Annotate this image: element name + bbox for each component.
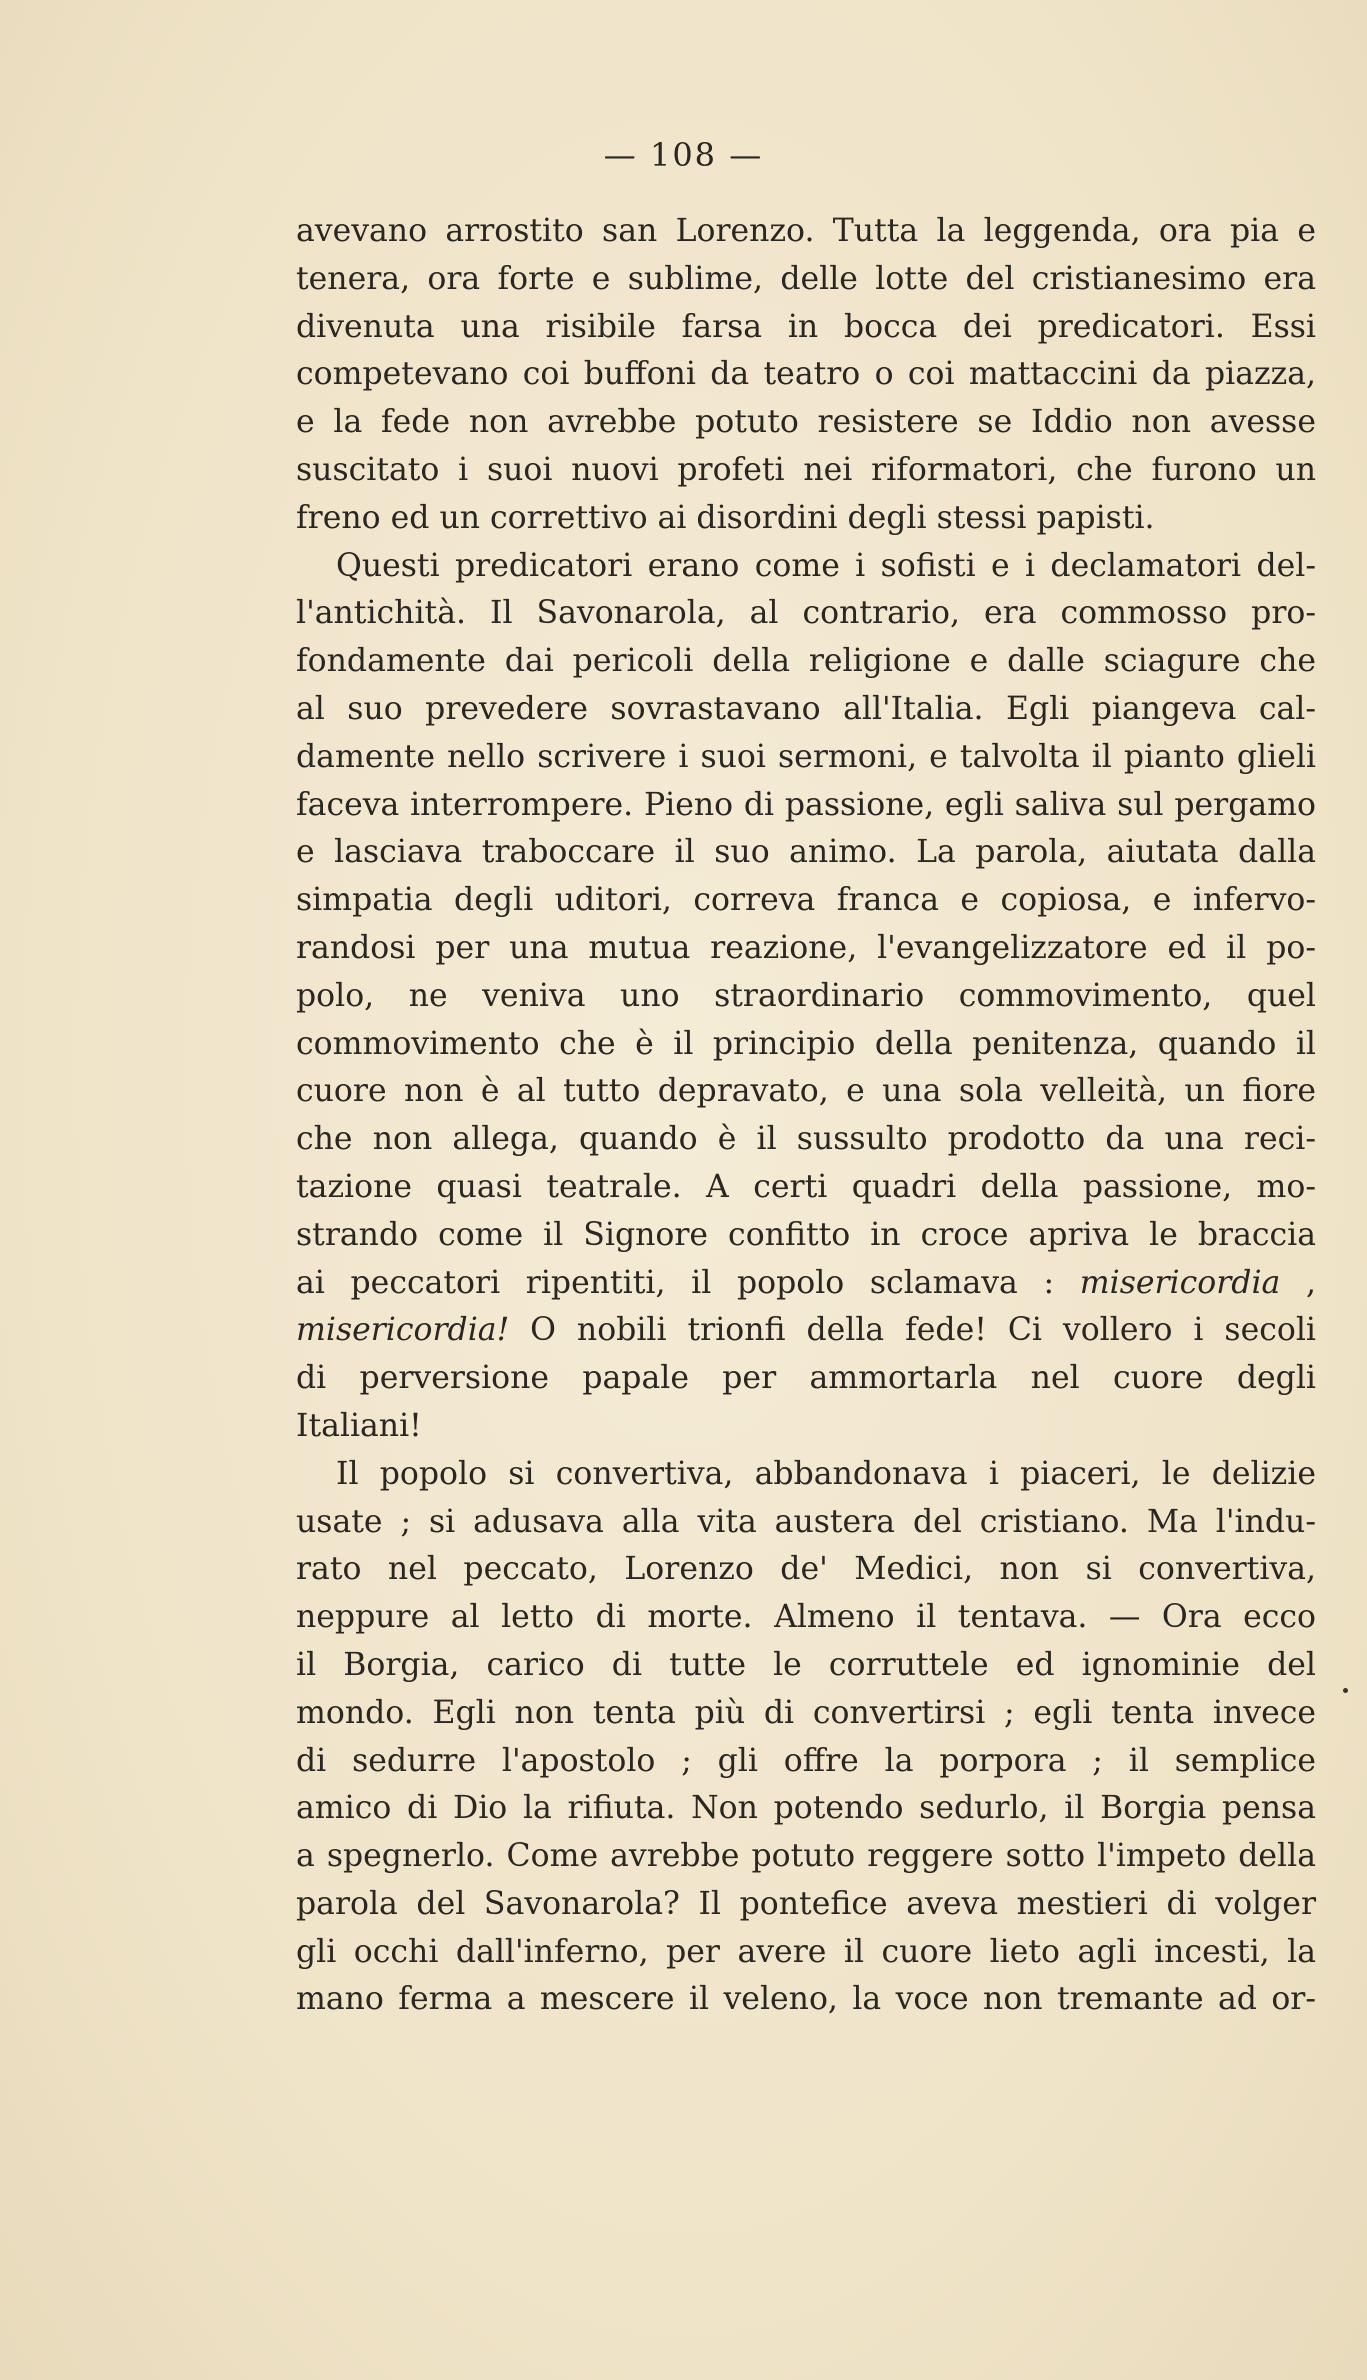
text-line: gli occhi dall'inferno, per avere il cuore lieto agli incesti, la [296,1933,1316,1970]
text-line: a spegnerlo. Come avrebbe potuto reggere sotto l'impeto della [296,1838,1316,1875]
text-line: freno ed un correttivo ai disordini degli stessi papisti. [296,499,1155,536]
text-run: , [1280,1264,1316,1301]
text-line: e lasciava traboccare il suo animo. La parola, aiutata dalla [296,834,1316,871]
text-line: suscitato i suoi nuovi profeti nei riformatori, che furono un [296,451,1316,488]
text-line: damente nello scrivere i suoi sermoni, e talvolta il pianto glieli [296,738,1316,775]
text-line: competevano coi buffoni da teatro o coi mattaccini da piazza, [296,356,1316,393]
text-line: fondamente dai pericoli della religione e dalle sciagure che [296,643,1316,680]
text-line: mano ferma a mescere il veleno, la voce non tremante ad or- [296,1981,1316,2018]
text-line: Italiani! [296,1407,422,1444]
text-line-mixed [296,1260,1316,1308]
page-number: — 108 — [603,136,764,174]
ink-speck [1343,1688,1348,1693]
text-line: di perversione papale per ammortarla nel cuore degli [296,1360,1316,1397]
italic-exclamation: misericordia [1079,1264,1281,1301]
text-line: randosi per una mutua reazione, l'evangelizzatore ed il po- [296,929,1316,966]
text-line: usate ; si adusava alla vita austera del cristiano. Ma l'indu- [296,1503,1316,1540]
text-line: faceva interrompere. Pieno di passione, egli saliva sul pergamo [296,786,1316,823]
text-line-mixed [296,1307,1316,1355]
text-line: tenera, ora forte e sublime, delle lotte del cristianesimo era [296,260,1316,297]
text-line: avevano arrostito san Lorenzo. Tutta la leggenda, ora pia e [296,213,1316,249]
text-line: parola del Savonarola? Il pontefice aveva mestieri di volger [296,1885,1316,1922]
text-line: il Borgia, carico di tutte le corruttele ed ignominie del [296,1646,1316,1683]
body-text [296,208,1316,2024]
text-line: l'antichità. Il Savonarola, al contrario, era commosso pro- [296,595,1316,632]
text-line: Il popolo si convertiva, abbandonava i piaceri, le delizie [336,1455,1316,1492]
text-line: al suo prevedere sovrastavano all'Italia. Egli piangeva cal- [296,690,1316,727]
text-run: O nobili trionfi della fede! Ci vollero i secoli [509,1312,1316,1349]
text-line: mondo. Egli non tenta più di convertirsi ; egli tenta invece [296,1694,1316,1731]
text-line: cuore non è al tutto depravato, e una sola velleità, un fiore [296,1073,1316,1110]
italic-exclamation: misericordia! [296,1312,510,1349]
text-line: e la fede non avrebbe potuto resistere se Iddio non avesse [296,404,1316,441]
text-line: tazione quasi teatrale. A certi quadri della passione, mo- [296,1168,1316,1205]
text-line: divenuta una risibile farsa in bocca dei predicatori. Essi [296,308,1316,345]
text-line: amico di Dio la rifiuta. Non potendo sedurlo, il Borgia pensa [296,1790,1316,1827]
text-line: commovimento che è il principio della penitenza, quando il [296,1025,1316,1062]
text-line: simpatia degli uditori, correva franca e copiosa, e infervo- [296,882,1316,919]
text-line: strando come il Signore confitto in croce apriva le braccia [296,1216,1316,1253]
text-line: neppure al letto di morte. Almeno il tentava. — Ora ecco [296,1599,1316,1636]
text-line: che non allega, quando è il sussulto prodotto da una reci- [296,1121,1316,1158]
text-line: polo, ne veniva uno straordinario commovimento, quel [296,977,1316,1014]
text-run: ai peccatori ripentiti, il popolo sclamava : [296,1264,1055,1301]
text-line: rato nel peccato, Lorenzo de' Medici, non si convertiva, [296,1551,1316,1588]
text-line: Questi predicatori erano come i sofisti e i declamatori del- [336,547,1316,584]
text-line: di sedurre l'apostolo ; gli offre la porpora ; il semplice [296,1742,1316,1779]
